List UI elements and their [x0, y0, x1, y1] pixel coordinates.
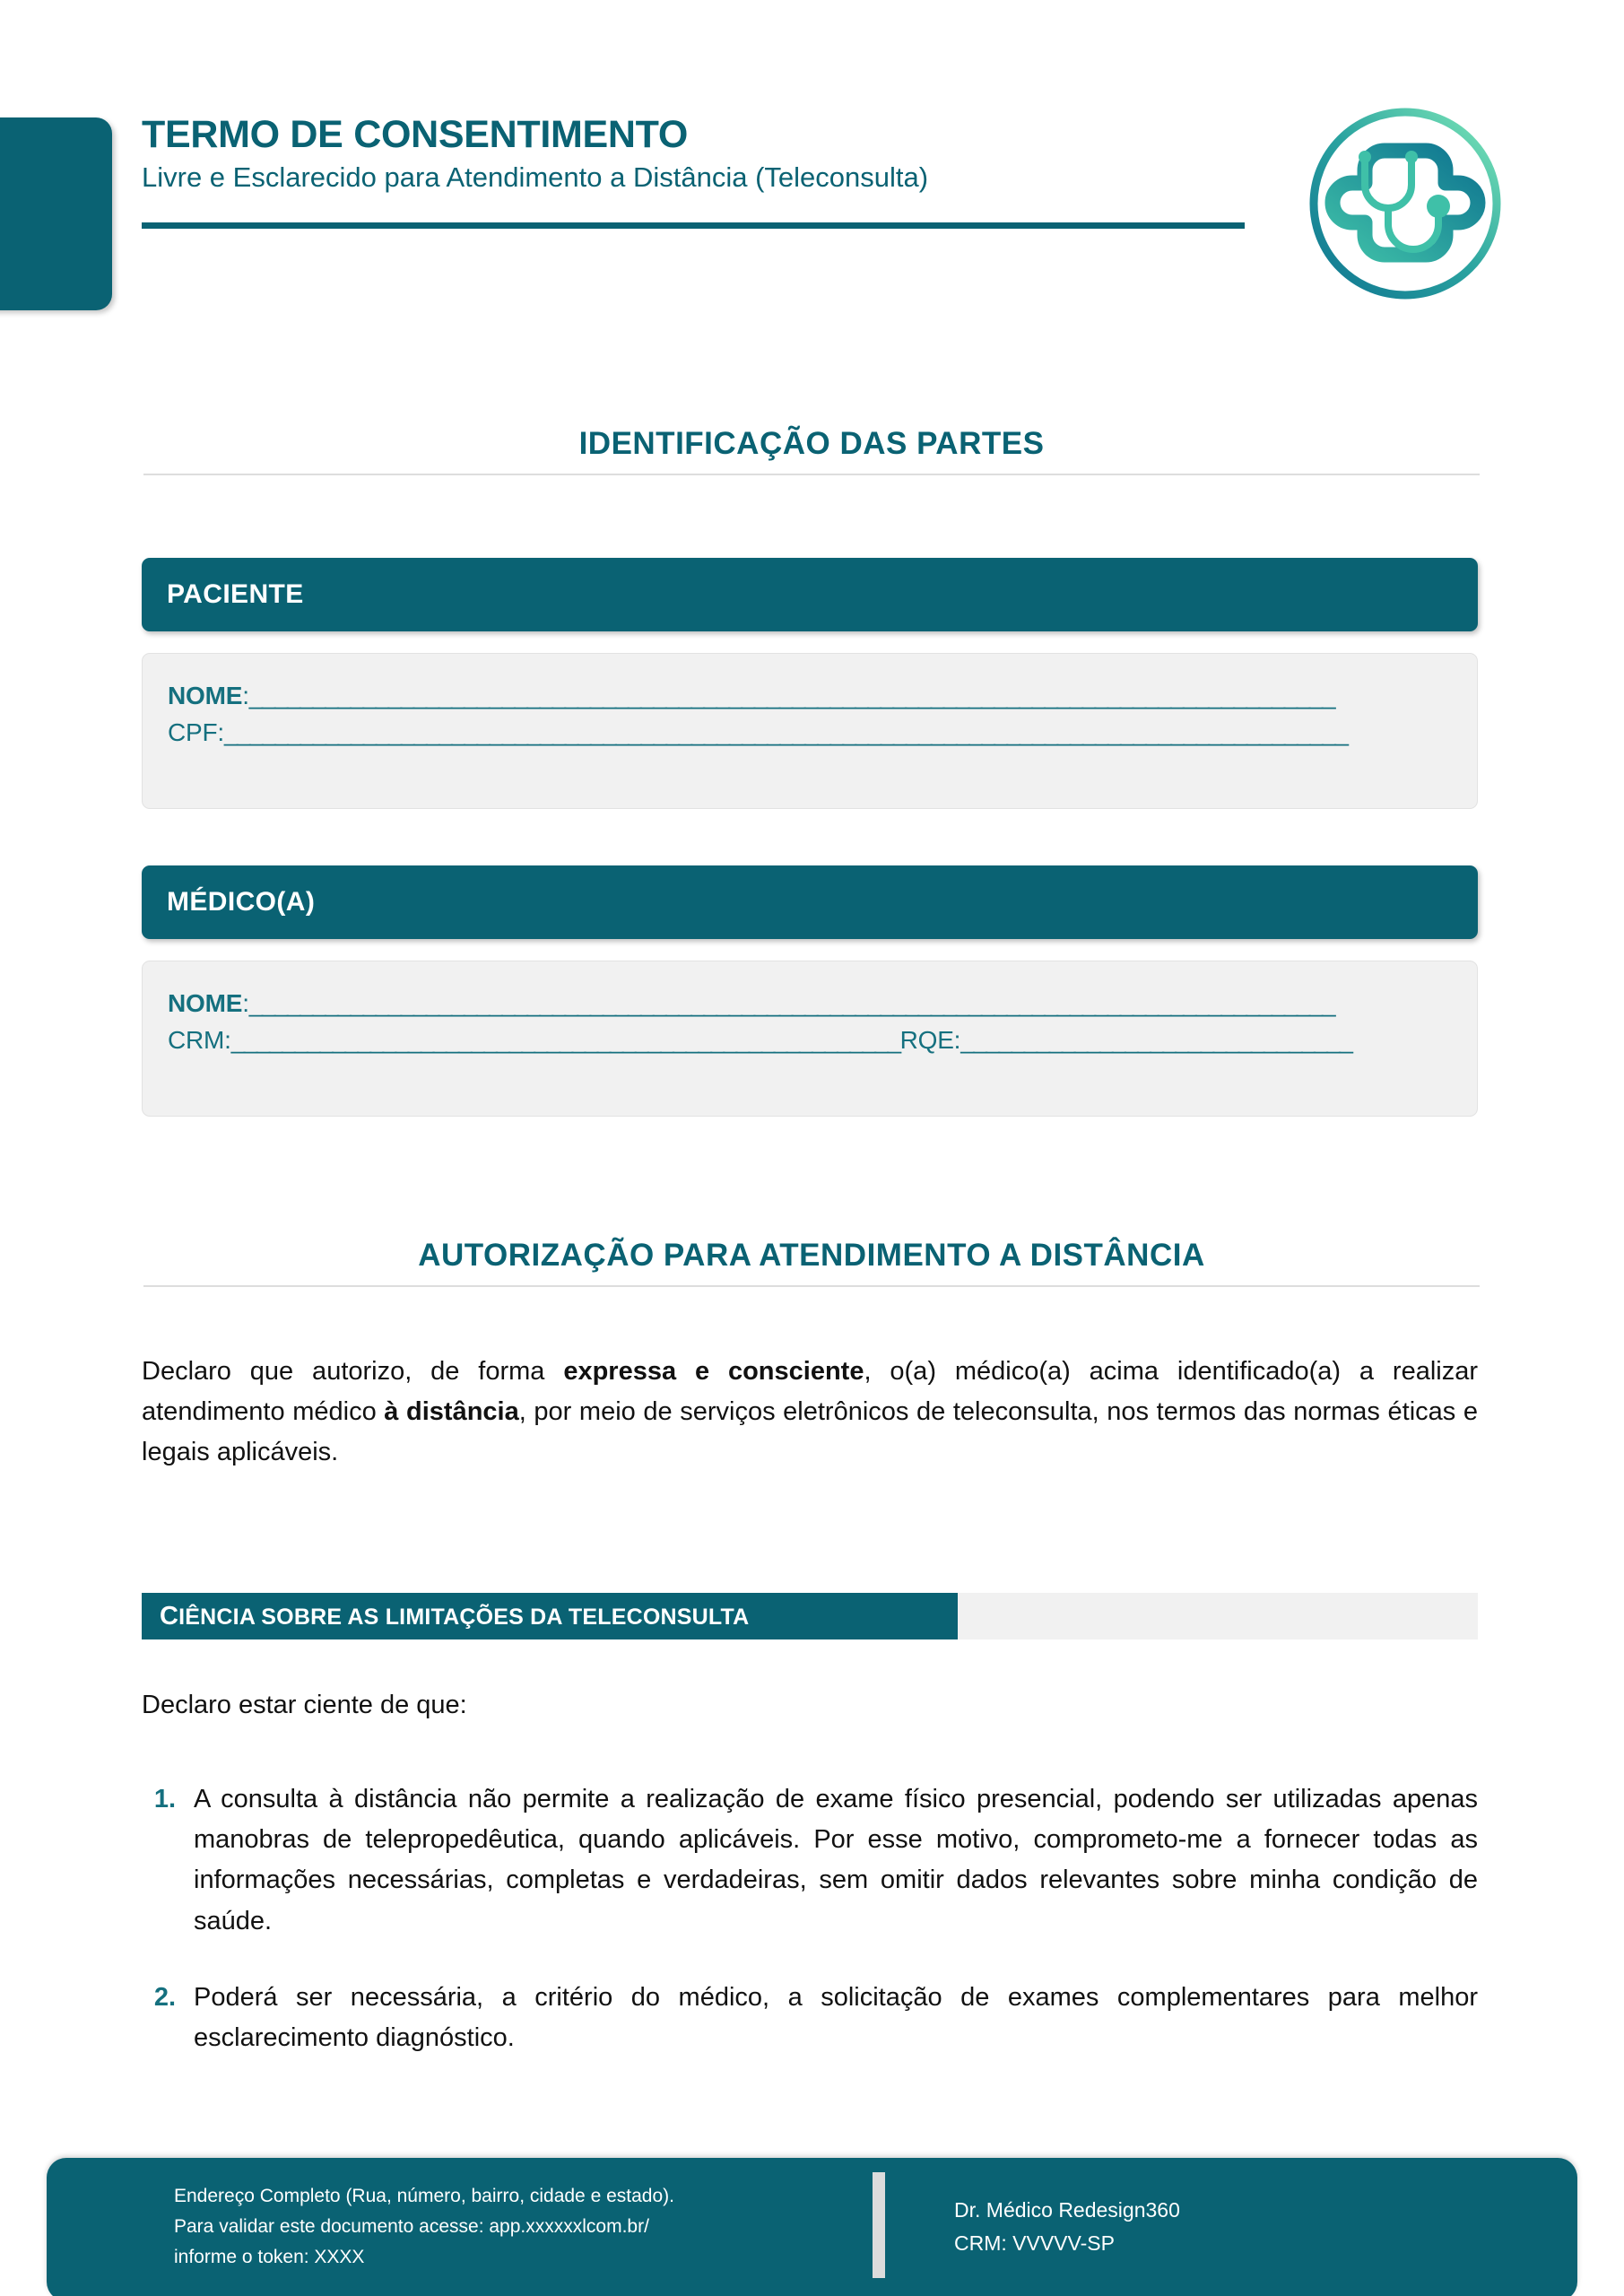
- paciente-cpf-field[interactable]: [168, 714, 1452, 751]
- ciencia-list: [142, 1779, 1478, 2094]
- ciencia-banner: [142, 1593, 958, 1639]
- list-item-text: A consulta à distância não permite a realização de exame físico presencial, podendo ser utilizadas apenas manobras de telepropedêutica, quando aplicáveis. Por esse motivo, comprometo-me a fornecer todas as informações necessárias, completas e verdadeiras, sem omitir dados relevantes sobre minha condição de saúde.: [194, 1785, 1478, 1935]
- list-item-text: Poderá ser necessária, a critério do médico, a solicitação de exames complementares para melhor esclarecimento diagnóstico.: [194, 1982, 1478, 2053]
- medico-nome-colon: :: [242, 989, 249, 1017]
- autorizacao-bold-2: à distância: [384, 1397, 519, 1427]
- medico-rqe-label: RQE:: [899, 1026, 961, 1055]
- ciencia-banner-initial: C: [160, 1601, 179, 1631]
- medico-nome-field[interactable]: [168, 985, 1452, 1022]
- paciente-card-body: [142, 653, 1478, 809]
- list-item-number: 1.: [153, 1785, 176, 1813]
- autorizacao-bold-1: expressa e consciente: [563, 1357, 864, 1386]
- medico-crm-rule: _____________________________________________________: [230, 1026, 900, 1055]
- ciencia-banner-title: [160, 1602, 749, 1631]
- paciente-nome-colon: :: [242, 682, 249, 709]
- autorizacao-paragraph: [142, 1352, 1478, 1474]
- header-accent-tab: [0, 117, 112, 310]
- footer-token-line: informe o token: XXXX: [174, 2247, 365, 2268]
- paciente-cpf-rule: _________________________________________________________________________________________: [223, 718, 1348, 747]
- footer-address-line: Endereço Completo (Rua, número, bairro, cidade e estado).: [174, 2186, 674, 2206]
- autorizacao-part-1: Declaro que autorizo, de forma: [142, 1357, 564, 1386]
- paciente-nome-field[interactable]: [168, 677, 1452, 714]
- list-item-number: 2.: [153, 1982, 176, 2012]
- medico-nome-label: NOME: [168, 989, 243, 1017]
- footer-validate-line: Para validar este documento acesse: app.xxxxxxlcom.br/: [174, 2216, 649, 2238]
- paciente-card-title: PACIENTE: [167, 579, 304, 609]
- section-divider: [143, 474, 1480, 475]
- autorizacao-part-2: , o(a) médico(a) acima identificado(a) a realizar atendimento médico: [142, 1357, 1478, 1427]
- medico-crm-rqe-field[interactable]: [168, 1022, 1452, 1058]
- footer-divider: [873, 2172, 885, 2278]
- autorizacao-part-3: , por meio de serviços eletrônicos de teleconsulta, nos termos das normas éticas e legais aplicáveis.: [142, 1397, 1478, 1467]
- medical-cross-stethoscope-circle-logo: [1302, 100, 1508, 307]
- page-title: TERMO DE CONSENTIMENTO: [142, 113, 688, 156]
- ciencia-banner-rest: IÊNCIA SOBRE AS LIMITAÇÕES DA TELECONSULTA: [178, 1604, 750, 1630]
- section-heading-identificacao: [143, 427, 1480, 475]
- page-subtitle: Livre e Esclarecido para Atendimento a Distância (Teleconsulta): [142, 161, 929, 194]
- ciencia-lead-text: Declaro estar ciente de que:: [142, 1691, 467, 1719]
- list-item: [142, 1779, 1478, 1942]
- section-title-text: AUTORIZAÇÃO PARA ATENDIMENTO A DISTÂNCIA: [418, 1238, 1205, 1273]
- footer-clinic-info: [174, 2181, 674, 2273]
- medico-crm-label: CRM:: [168, 1026, 231, 1055]
- list-item: [142, 1978, 1478, 2058]
- page-footer: [47, 2158, 1577, 2296]
- section-heading-autorizacao: [143, 1239, 1480, 1287]
- medico-card-body: [142, 961, 1478, 1117]
- footer-doctor-info: [954, 2194, 1180, 2261]
- ciencia-banner-background: [142, 1593, 1478, 1639]
- header-text-block: [142, 115, 1263, 196]
- paciente-card-header: [142, 558, 1478, 631]
- footer-doctor-crm: CRM: VVVVV-SP: [954, 2231, 1115, 2256]
- medico-nome-rule: ______________________________________________________________________________________: [248, 989, 1335, 1017]
- section-title-text: IDENTIFICAÇÃO DAS PARTES: [578, 426, 1045, 461]
- paciente-cpf-label: CPF:: [168, 718, 224, 747]
- paciente-nome-label: NOME: [168, 682, 243, 709]
- medico-card-title: MÉDICO(A): [167, 887, 316, 917]
- medico-card-header: [142, 865, 1478, 939]
- footer-doctor-name: Dr. Médico Redesign360: [954, 2198, 1180, 2222]
- section-divider: [143, 1285, 1480, 1287]
- medico-rqe-rule: _______________________________: [960, 1026, 1352, 1055]
- header-underline: [142, 222, 1245, 229]
- paciente-nome-rule: ______________________________________________________________________________________: [248, 682, 1335, 709]
